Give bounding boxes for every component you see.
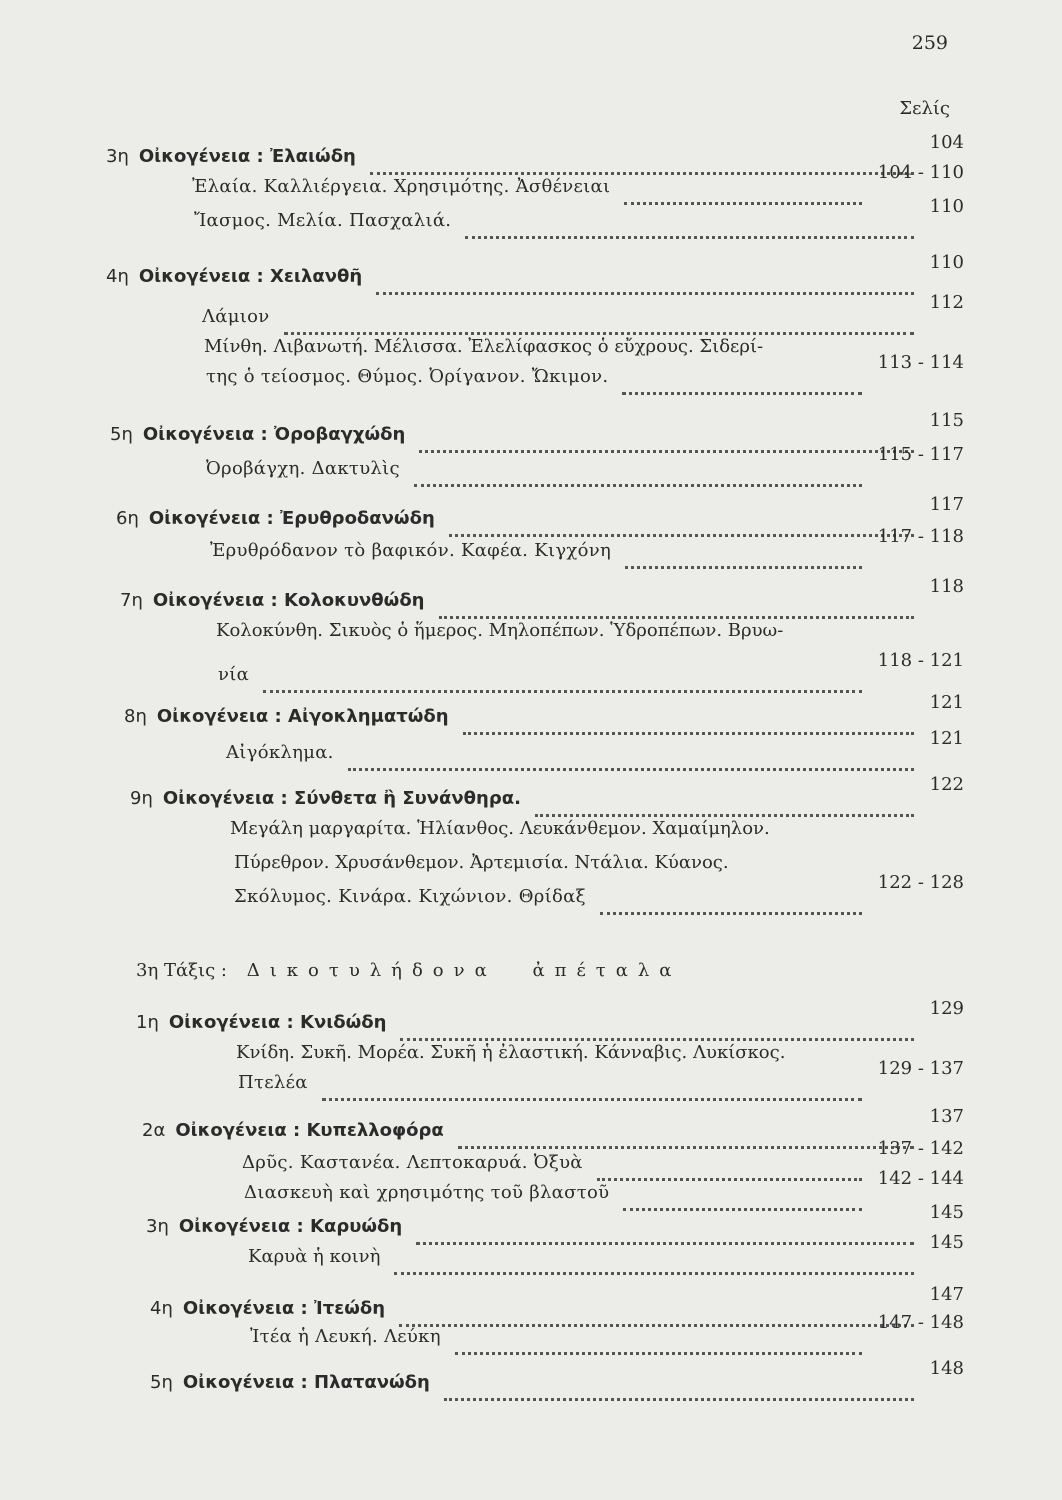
family-name: Κολοκυνθώδη [284,590,425,611]
dot-leader [444,1372,914,1401]
entry-text: Πτελέα [238,1072,308,1093]
family-entry [0,1358,1062,1402]
family-label: Οἰκογένεια : [138,146,271,167]
page-ref: 104 - 110 [877,162,964,183]
family-number: 7η [120,590,143,611]
family-number: 8η [124,706,147,727]
page-ref: 137 [929,1106,964,1127]
page-ref: 142 - 144 [877,1168,964,1189]
family-name: Σύνθετα ἢ Συνάνθηρα. [294,788,521,809]
dot-leader [463,706,914,735]
family-heading [150,1298,385,1319]
contents-entry [0,444,1062,488]
entry-text: Ἰτέα ἡ Λευκή. Λεύκη [250,1326,441,1347]
family-heading [124,706,449,727]
family-heading [130,788,521,809]
family-name: Κνιδώδη [300,1012,387,1033]
dot-leader [400,1012,913,1041]
page-ref: 147 - 148 [877,1312,964,1333]
entry-text: Κολοκύνθη. Σικυὸς ὁ ἥμερος. Μηλοπέπων. Ὑδροπέπων. Βρυω- [216,620,784,641]
family-name: Αἰγοκληματώδη [288,706,449,727]
contents-entry [0,162,1062,206]
page-number: 259 [911,32,948,54]
dot-leader [535,788,914,817]
page-ref: 121 [929,692,964,713]
order-number: 3η [136,960,159,981]
page-ref: 115 [929,410,964,431]
contents-entry [0,1232,1062,1276]
page-ref: 118 - 121 [877,650,964,671]
contents-entry [0,650,1062,694]
entry-text: Ἐλαία. Καλλιέργεια. Χρησιμότης. Ἀσθένειαι [192,176,611,197]
page-ref: 110 [929,196,964,217]
family-entry [0,774,1062,818]
family-number: 6η [116,508,139,529]
family-entry [0,576,1062,620]
family-number: 4η [106,266,129,287]
entry-text: Μίνθη. Λιβανωτή. Μέλισσα. Ἐλελίφασκος ὁ εὔχρους. Σιδερί- [204,336,764,357]
family-label: Οἰκογένεια : [182,1298,315,1319]
contents-entry [0,292,1062,336]
contents-entry [0,872,1062,916]
dot-leader [263,664,862,693]
family-label: Οἰκογένεια : [152,590,285,611]
page-ref: 113 - 114 [877,352,964,373]
page-ref: 112 [929,292,964,313]
dot-leader [624,176,861,205]
column-header-page: Σελίς [899,98,950,119]
family-heading [110,424,405,445]
family-heading [136,1012,386,1033]
entry-text: Ἴασμος. Μελία. Πασχαλιά. [194,210,452,231]
contents-entry [0,1168,1062,1212]
entry-text: Μεγάλη μαργαρίτα. Ἡλίανθος. Λευκάνθεμον. Χαμαίμηλον. [230,818,770,839]
dot-leader [399,1298,914,1327]
family-name: Κυπελλοφόρα [306,1120,444,1141]
family-heading [116,508,435,529]
family-name: Ὀροβαγχώδη [274,424,406,445]
dot-leader [439,590,914,619]
family-label: Οἰκογένεια : [168,1012,301,1033]
page-ref: 145 [929,1232,964,1253]
contents-entry [0,1058,1062,1102]
family-entry [0,998,1062,1042]
dot-leader [455,1326,862,1355]
page-ref: 110 [929,252,964,273]
family-name: Πλατανώδη [314,1372,430,1393]
page-ref: 118 [929,576,964,597]
dot-leader [284,306,914,335]
family-heading [106,146,356,167]
dot-leader [370,146,914,175]
entry-text: Σκόλυμος. Κινάρα. Κιχώνιον. Θρίδαξ [234,886,586,907]
contents-entry [0,1312,1062,1356]
dot-leader [376,266,914,295]
page-ref: 122 [929,774,964,795]
dot-leader [419,424,913,453]
family-number: 9η [130,788,153,809]
page-ref: 117 - 118 [877,526,964,547]
dot-leader [449,508,914,537]
family-label: Οἰκογένεια : [148,508,281,529]
family-label: Οἰκογένεια : [142,424,275,445]
family-number: 5η [150,1372,173,1393]
family-name: Ἐρυθροδανώδη [280,508,435,529]
dot-leader [416,1216,913,1245]
dot-leader [623,1182,861,1211]
contents-entry [0,728,1062,772]
entry-text: Δρῦς. Καστανέα. Λεπτοκαρυά. Ὀξυὰ [242,1152,583,1173]
family-label: Οἰκογένεια : [162,788,295,809]
family-entry [0,692,1062,736]
page-ref: 104 [929,132,964,153]
page-ref: 122 - 128 [877,872,964,893]
contents-entry [0,620,1062,650]
page-ref: 137 - 142 [877,1138,964,1159]
entry-text: Ὀροβάγχη. Δακτυλὶς [206,458,400,479]
page-ref: 121 [929,728,964,749]
family-entry [0,252,1062,296]
family-number: 4η [150,1298,173,1319]
family-number: 1η [136,1012,159,1033]
family-entry [0,1202,1062,1246]
page-ref: 115 - 117 [877,444,964,465]
family-number: 5η [110,424,133,445]
page-ref: 129 [929,998,964,1019]
entry-text: Λάμιον [202,306,270,327]
family-number: 2α [142,1120,166,1141]
contents-entry [0,818,1062,848]
family-heading [150,1372,430,1393]
page-ref: 145 [929,1202,964,1223]
entry-text: Κνίδη. Συκῆ. Μορέα. Συκῆ ἡ ἐλαστική. Κάνναβις. Λυκίσκος. [236,1042,786,1063]
family-heading [146,1216,402,1237]
page-ref: 129 - 137 [877,1058,964,1079]
family-number: 3η [106,146,129,167]
entry-text: Αἰγόκλημα. [226,742,334,763]
order-heading [136,960,681,981]
contents-entry [0,196,1062,240]
dot-leader [600,886,862,915]
dot-leader [625,540,862,569]
family-heading [106,266,362,287]
entry-text: Ἐρυθρόδανον τὸ βαφικόν. Καφέα. Κιγχόνη [210,540,612,561]
entry-text: νία [218,664,250,685]
dot-leader [622,366,861,395]
order-label: Τάξις : [163,960,227,981]
dot-leader [458,1120,914,1149]
family-label: Οἰκογένεια : [175,1120,307,1141]
dot-leader [597,1152,862,1181]
page-ref: 148 [929,1358,964,1379]
entry-text: Καρυὰ ἡ κοινὴ [248,1246,381,1267]
family-heading [120,590,425,611]
family-label: Οἰκογένεια : [178,1216,311,1237]
contents-entry [0,526,1062,570]
page-ref: 117 [929,494,964,515]
dot-leader [322,1072,862,1101]
dot-leader [465,210,913,239]
entry-text: Πύρεθρον. Χρυσάνθεμον. Ἀρτεμισία. Ντάλια. Κύανος. [234,852,729,873]
entry-text: της ὁ τείοσμος. Θύμος. Ὀρίγανον. Ὤκιμον. [206,366,609,387]
order-name: Δικοτυλήδονα [246,960,497,981]
entry-text: Διασκευὴ καὶ χρησιμότης τοῦ βλαστοῦ [244,1182,610,1203]
page-ref: 147 [929,1284,964,1305]
family-name: Χειλανθῆ [270,266,363,287]
order-name-2: ἀπέταλα [532,960,682,981]
family-heading [142,1120,444,1141]
contents-entry [0,352,1062,396]
family-number: 3η [146,1216,169,1237]
dot-leader [394,1246,913,1275]
family-name: Ἐλαιώδη [270,146,356,167]
family-label: Οἰκογένεια : [156,706,289,727]
family-label: Οἰκογένεια : [138,266,271,287]
family-label: Οἰκογένεια : [182,1372,315,1393]
family-name: Ἰτεώδη [314,1298,386,1319]
family-name: Καρυώδη [310,1216,403,1237]
dot-leader [348,742,914,771]
dot-leader [414,458,862,487]
